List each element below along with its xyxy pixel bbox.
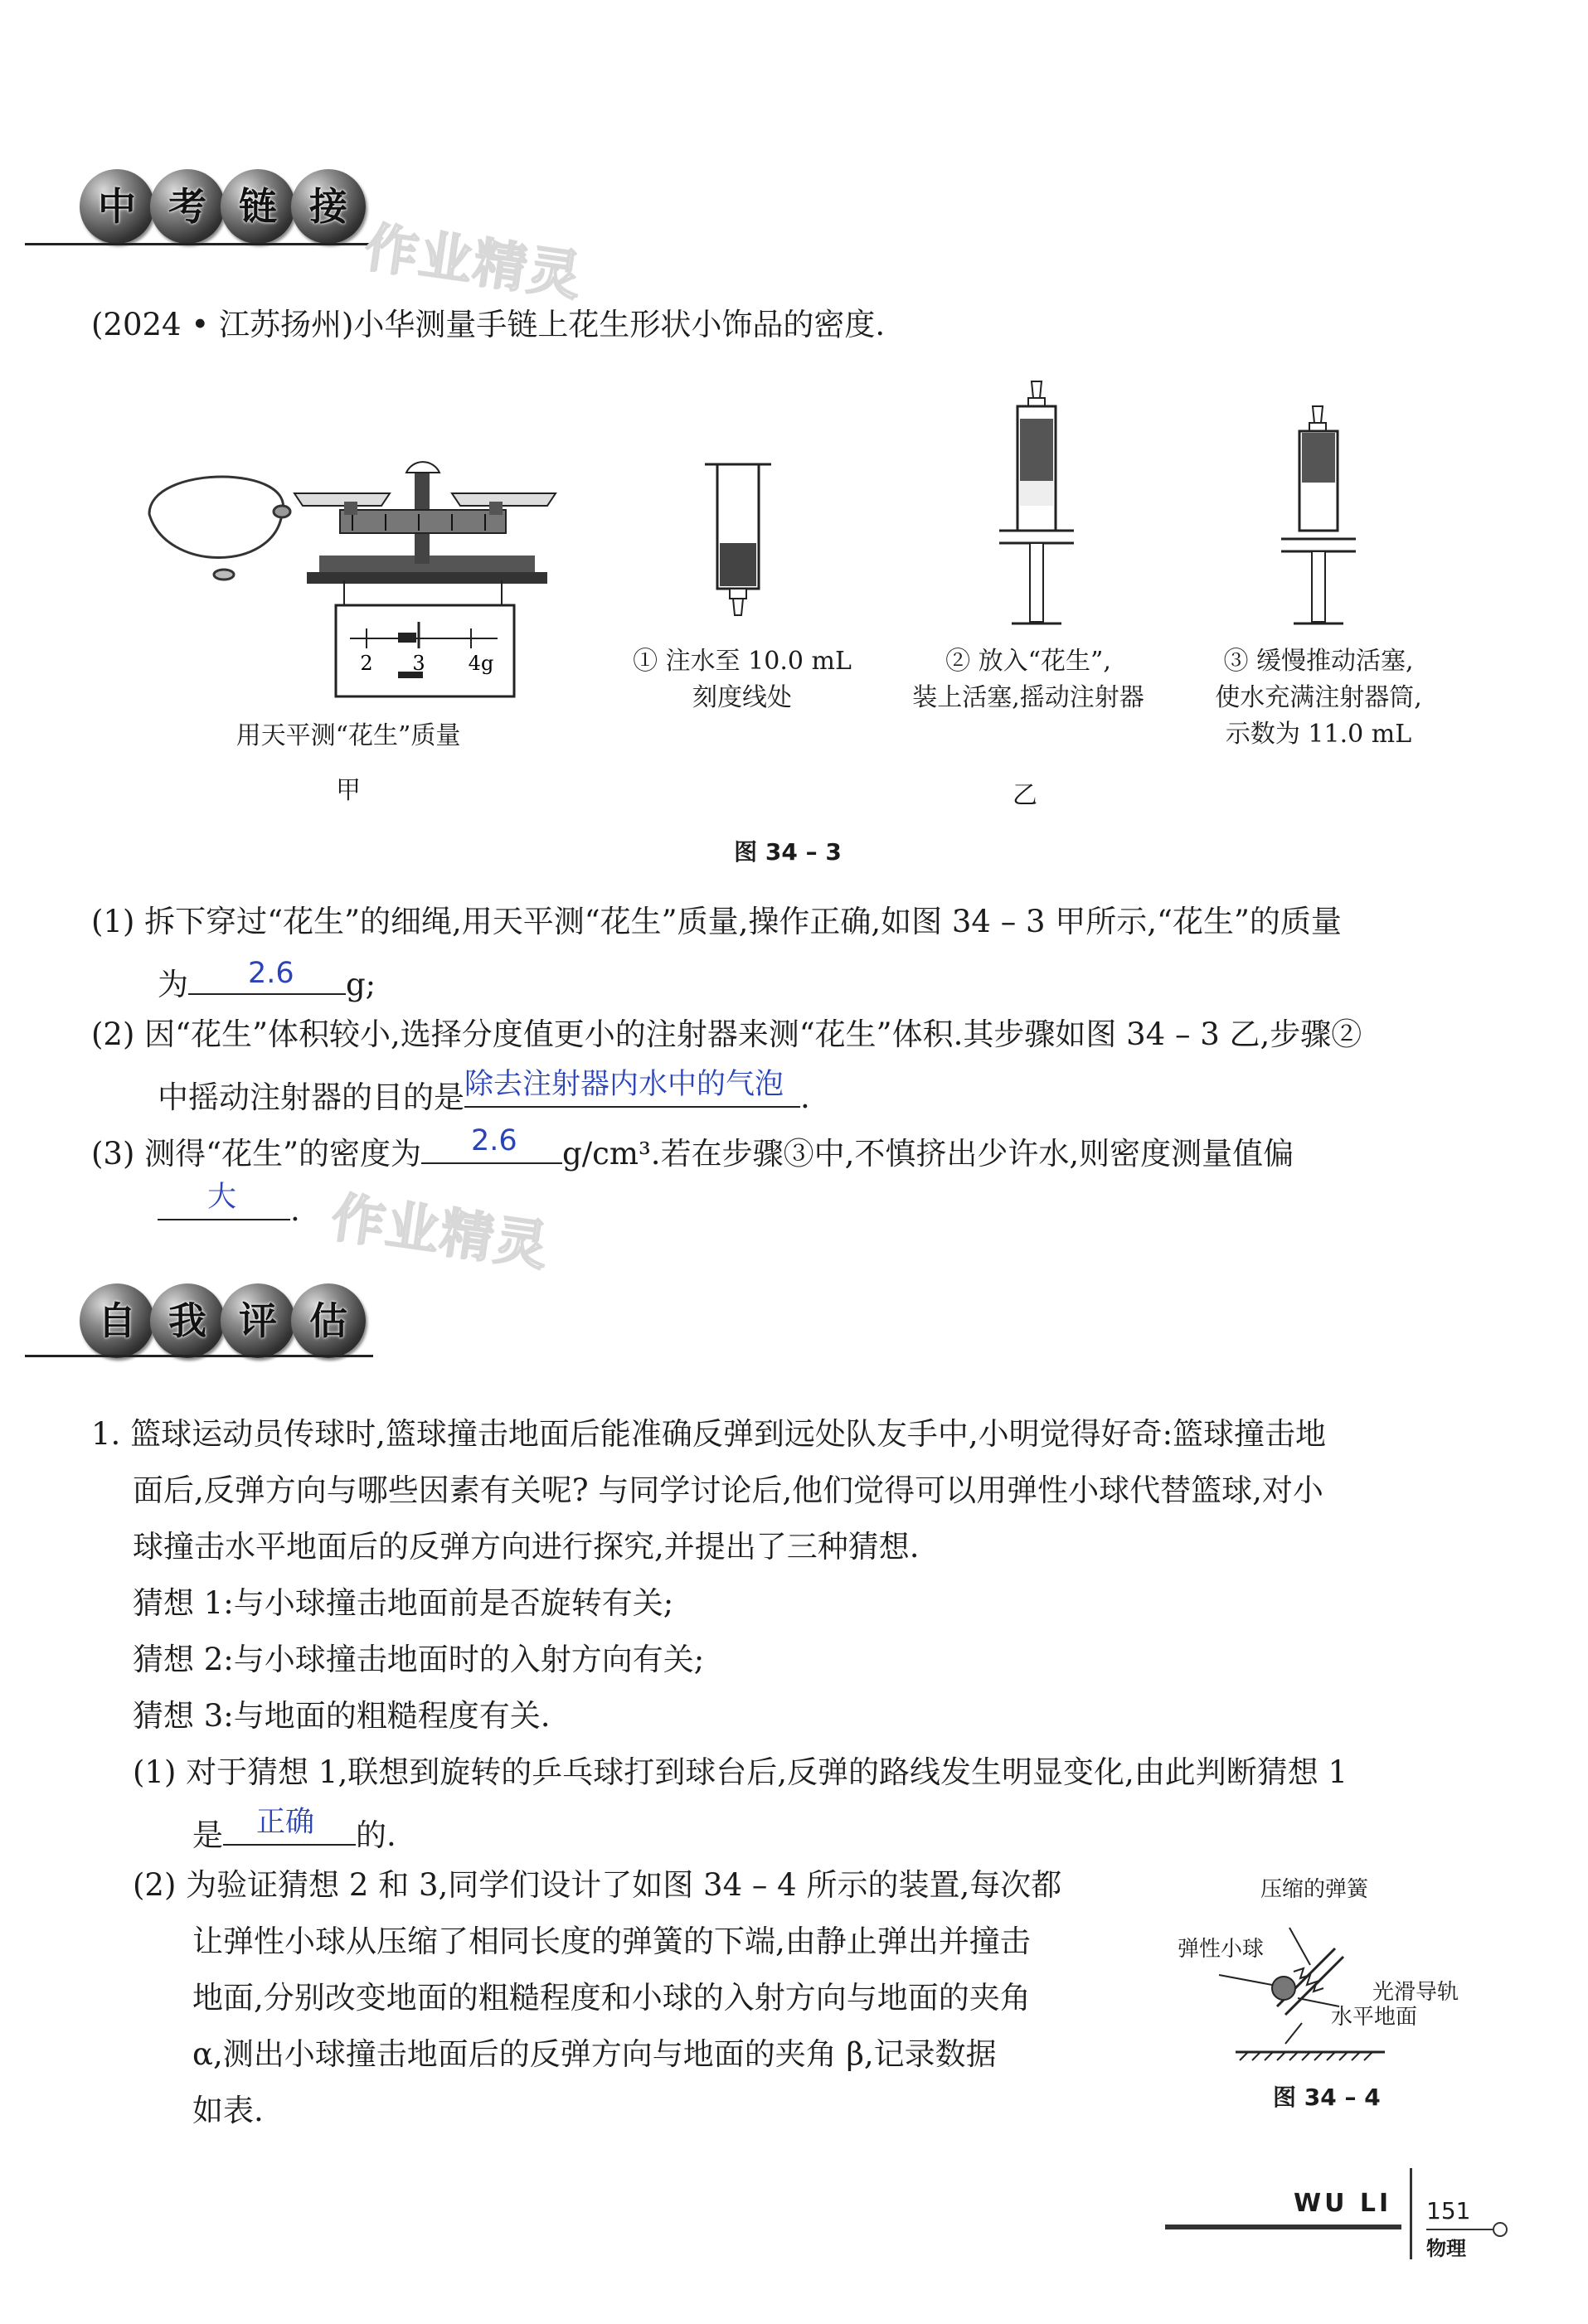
q3-line1: (3) 测得“花生”的密度为 2.6 g/cm³.若在步骤③中,不慎挤出少许水,则密度测量值偏 bbox=[91, 1124, 1294, 1172]
scale-tick-label: 2 bbox=[360, 652, 373, 675]
footer-divider bbox=[1410, 2168, 1412, 2259]
step3-line: 使水充满注射器筒, bbox=[1215, 683, 1422, 712]
label-ground: 水平地面 bbox=[1331, 2005, 1418, 2030]
bracelet-icon bbox=[149, 477, 290, 580]
syringe-step1-icon bbox=[705, 464, 771, 615]
yi-label: 乙 bbox=[1013, 781, 1037, 810]
q2-answer: 除去注射器内水中的气泡 bbox=[464, 1068, 784, 1101]
watermark: 作业精灵 bbox=[328, 1186, 554, 1278]
jia-caption: 用天平测“花生”质量 bbox=[236, 721, 461, 750]
q1-line2: 为 2.6 g; bbox=[158, 957, 376, 1002]
scale-tick-label: 3 bbox=[412, 652, 425, 675]
p1-guess: 猜想 3:与地面的粗糙程度有关. bbox=[133, 1698, 551, 1734]
banner-underline bbox=[25, 1355, 373, 1357]
q3-line2: 大 . bbox=[158, 1186, 300, 1229]
p1-line: 面后,反弹方向与哪些因素有关呢? 与同学讨论后,他们觉得可以用弹性小球代替篮球,对小 bbox=[133, 1473, 1323, 1508]
banner-char: 接 bbox=[291, 169, 366, 244]
step3-line: 示数为 11.0 mL bbox=[1225, 720, 1412, 749]
syringe-step2-icon bbox=[999, 381, 1074, 623]
footer-logo: WU LI bbox=[1294, 2189, 1392, 2218]
q1-answer: 2.6 bbox=[248, 957, 294, 990]
banner-char: 自 bbox=[80, 1283, 154, 1358]
p1-guess: 猜想 2:与小球撞击地面时的入射方向有关; bbox=[133, 1642, 705, 1677]
p1-guess: 猜想 1:与小球撞击地面前是否旋转有关; bbox=[133, 1585, 674, 1621]
sub2-line: (2) 为验证猜想 2 和 3,同学们设计了如图 34 – 4 所示的装置,每次都 bbox=[133, 1867, 1062, 1903]
step3-line: ③ 缓慢推动活塞, bbox=[1223, 647, 1414, 676]
footer-rule-short bbox=[1426, 2229, 1493, 2230]
ground-icon bbox=[1236, 2052, 1385, 2060]
sub1-answer: 正确 bbox=[256, 1806, 315, 1839]
label-rail: 光滑导轨 bbox=[1372, 1980, 1459, 2005]
p1-line: 1. 篮球运动员传球时,篮球撞击地面后能准确反弹到远处队友手中,小明觉得好奇:篮球撞击地 bbox=[91, 1416, 1327, 1452]
sub2-line: α,测出小球撞击地面后的反弹方向与地面的夹角 β,记录数据 bbox=[192, 2036, 997, 2072]
q1-line1: (1) 拆下穿过“花生”的细绳,用天平测“花生”质量,操作正确,如图 34 – 3 甲所示,“花生”的质量 bbox=[91, 904, 1342, 939]
watermark: 作业精灵 bbox=[361, 216, 587, 308]
p1-line: 球撞击水平地面后的反弹方向进行探究,并提出了三种猜想. bbox=[133, 1529, 920, 1565]
balance-icon bbox=[294, 462, 556, 584]
banner-char: 中 bbox=[80, 169, 154, 244]
banner-char: 我 bbox=[150, 1283, 225, 1358]
sub1-line1: (1) 对于猜想 1,联想到旋转的乒乓球打到球台后,反弹的路线发生明显变化,由此判断猜想 1 bbox=[133, 1754, 1348, 1790]
step1-line: 刻度线处 bbox=[692, 683, 792, 712]
figure-title: 图 34 – 3 bbox=[734, 838, 842, 866]
problem-intro: (2024 • 江苏扬州)小华测量手链上花生形状小饰品的密度. bbox=[91, 307, 886, 342]
step2-line: ② 放入“花生”, bbox=[945, 647, 1111, 676]
page-number: 151 bbox=[1426, 2197, 1471, 2225]
subject-label: 物理 bbox=[1426, 2236, 1466, 2260]
label-spring: 压缩的弹簧 bbox=[1260, 1877, 1369, 1902]
scale-tick-label: 4g bbox=[468, 652, 494, 675]
syringe-step3-icon bbox=[1281, 406, 1356, 623]
footer-dot bbox=[1493, 2222, 1508, 2237]
banner-underline bbox=[25, 243, 373, 245]
banner-char: 链 bbox=[221, 169, 295, 244]
banner-char: 评 bbox=[221, 1283, 295, 1358]
jia-label: 甲 bbox=[336, 776, 361, 805]
sub2-line: 如表. bbox=[192, 2093, 264, 2128]
ball-icon bbox=[1272, 1977, 1295, 2000]
figure2-title: 图 34 – 4 bbox=[1273, 2084, 1381, 2111]
sub2-line: 让弹性小球从压缩了相同长度的弹簧的下端,由静止弹出并撞击 bbox=[192, 1924, 1031, 1959]
sub2-line: 地面,分别改变地面的粗糙程度和小球的入射方向与地面的夹角 bbox=[192, 1980, 1031, 2016]
label-ball: 弹性小球 bbox=[1178, 1937, 1265, 1962]
footer-rule bbox=[1165, 2225, 1401, 2229]
step2-line: 装上活塞,摇动注射器 bbox=[912, 683, 1144, 712]
q2-line1: (2) 因“花生”体积较小,选择分度值更小的注射器来测“花生”体积.其步骤如图 34 – 3 乙,步骤② bbox=[91, 1016, 1362, 1052]
banner-char: 估 bbox=[291, 1283, 366, 1358]
step1-line: ① 注水至 10.0 mL bbox=[633, 647, 852, 676]
q2-line2: 中摇动注射器的目的是 除去注射器内水中的气泡 . bbox=[158, 1068, 810, 1115]
sub1-line2: 是 正确 的. bbox=[192, 1806, 396, 1853]
banner-char: 考 bbox=[150, 169, 225, 244]
rider-scale-inset bbox=[336, 580, 514, 696]
q3-answer-density: 2.6 bbox=[471, 1124, 517, 1157]
q3-answer-bias: 大 bbox=[207, 1181, 237, 1214]
